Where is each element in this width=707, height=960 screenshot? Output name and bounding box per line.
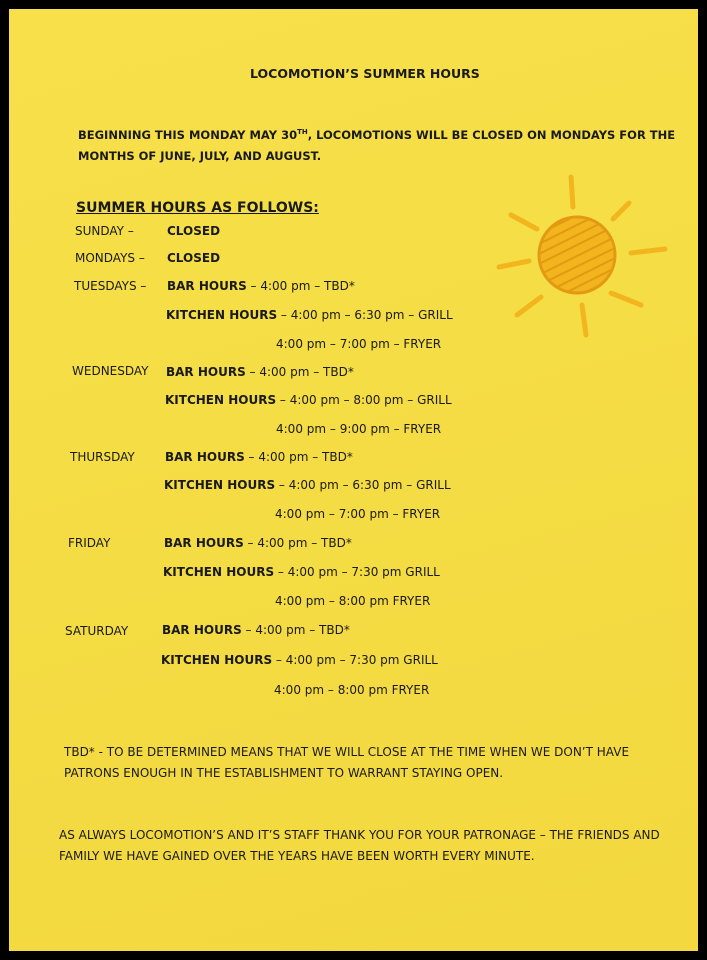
saturday-kitchen-fryer: 4:00 pm – 8:00 pm FRYER <box>274 683 430 697</box>
tuesday-kitchen-fryer: 4:00 pm – 7:00 pm – FRYER <box>276 337 442 351</box>
flyer-paper <box>9 9 698 951</box>
tbd-note <box>64 742 629 784</box>
day-saturday: SATURDAY <box>65 624 129 638</box>
schedule-heading: SUMMER HOURS AS FOLLOWS: <box>76 200 319 216</box>
friday-bar-hours: BAR HOURS – 4:00 pm – TBD* <box>164 536 352 550</box>
thursday-bar-hours: BAR HOURS – 4:00 pm – TBD* <box>165 450 353 464</box>
wednesday-kitchen-grill: KITCHEN HOURS – 4:00 pm – 8:00 pm – GRILL <box>165 393 452 407</box>
page-title: LOCOMOTION’S SUMMER HOURS <box>250 66 480 81</box>
day-wednesday: WEDNESDAY <box>72 364 149 378</box>
intro-line-1: BEGINNING THIS MONDAY MAY 30TH, LOCOMOTIONS WILL BE CLOSED ON MONDAYS FOR THE <box>78 127 676 142</box>
tbd-note-line-1: TBD* - TO BE DETERMINED MEANS THAT WE WILL CLOSE AT THE TIME WHEN WE DON’T HAVE <box>64 745 630 759</box>
tuesday-bar-hours: BAR HOURS – 4:00 pm – TBD* <box>167 279 355 293</box>
day-tuesday: TUESDAYS – <box>74 279 147 293</box>
sunday-status: CLOSED <box>167 224 221 238</box>
wednesday-kitchen-fryer: 4:00 pm – 9:00 pm – FRYER <box>276 422 442 436</box>
thursday-kitchen-fryer: 4:00 pm – 7:00 pm – FRYER <box>275 507 441 521</box>
thanks-note-line-1: AS ALWAYS LOCOMOTION’S AND IT’S STAFF THANK YOU FOR YOUR PATRONAGE – THE FRIENDS AND <box>59 828 660 842</box>
thanks-note <box>59 825 660 867</box>
thursday-kitchen-grill: KITCHEN HOURS – 4:00 pm – 6:30 pm – GRILL <box>164 478 451 492</box>
intro-line-2: MONTHS OF JUNE, JULY, AND AUGUST. <box>78 148 322 163</box>
day-sunday: SUNDAY – <box>75 224 134 238</box>
saturday-kitchen-grill: KITCHEN HOURS – 4:00 pm – 7:30 pm GRILL <box>161 653 438 667</box>
intro-notice <box>78 122 675 167</box>
friday-kitchen-fryer: 4:00 pm – 8:00 pm FRYER <box>275 594 431 608</box>
tuesday-kitchen-grill: KITCHEN HOURS – 4:00 pm – 6:30 pm – GRILL <box>166 308 453 322</box>
monday-status: CLOSED <box>167 251 221 265</box>
sun-icon <box>489 169 674 344</box>
wednesday-bar-hours: BAR HOURS – 4:00 pm – TBD* <box>166 365 354 379</box>
day-thursday: THURSDAY <box>70 450 135 464</box>
saturday-bar-hours: BAR HOURS – 4:00 pm – TBD* <box>162 623 350 637</box>
tbd-note-line-2: PATRONS ENOUGH IN THE ESTABLISHMENT TO WARRANT STAYING OPEN. <box>64 766 504 780</box>
thanks-note-line-2: FAMILY WE HAVE GAINED OVER THE YEARS HAVE BEEN WORTH EVERY MINUTE. <box>59 849 535 863</box>
friday-kitchen-grill: KITCHEN HOURS – 4:00 pm – 7:30 pm GRILL <box>163 565 440 579</box>
day-monday: MONDAYS – <box>75 251 145 265</box>
day-friday: FRIDAY <box>68 536 111 550</box>
